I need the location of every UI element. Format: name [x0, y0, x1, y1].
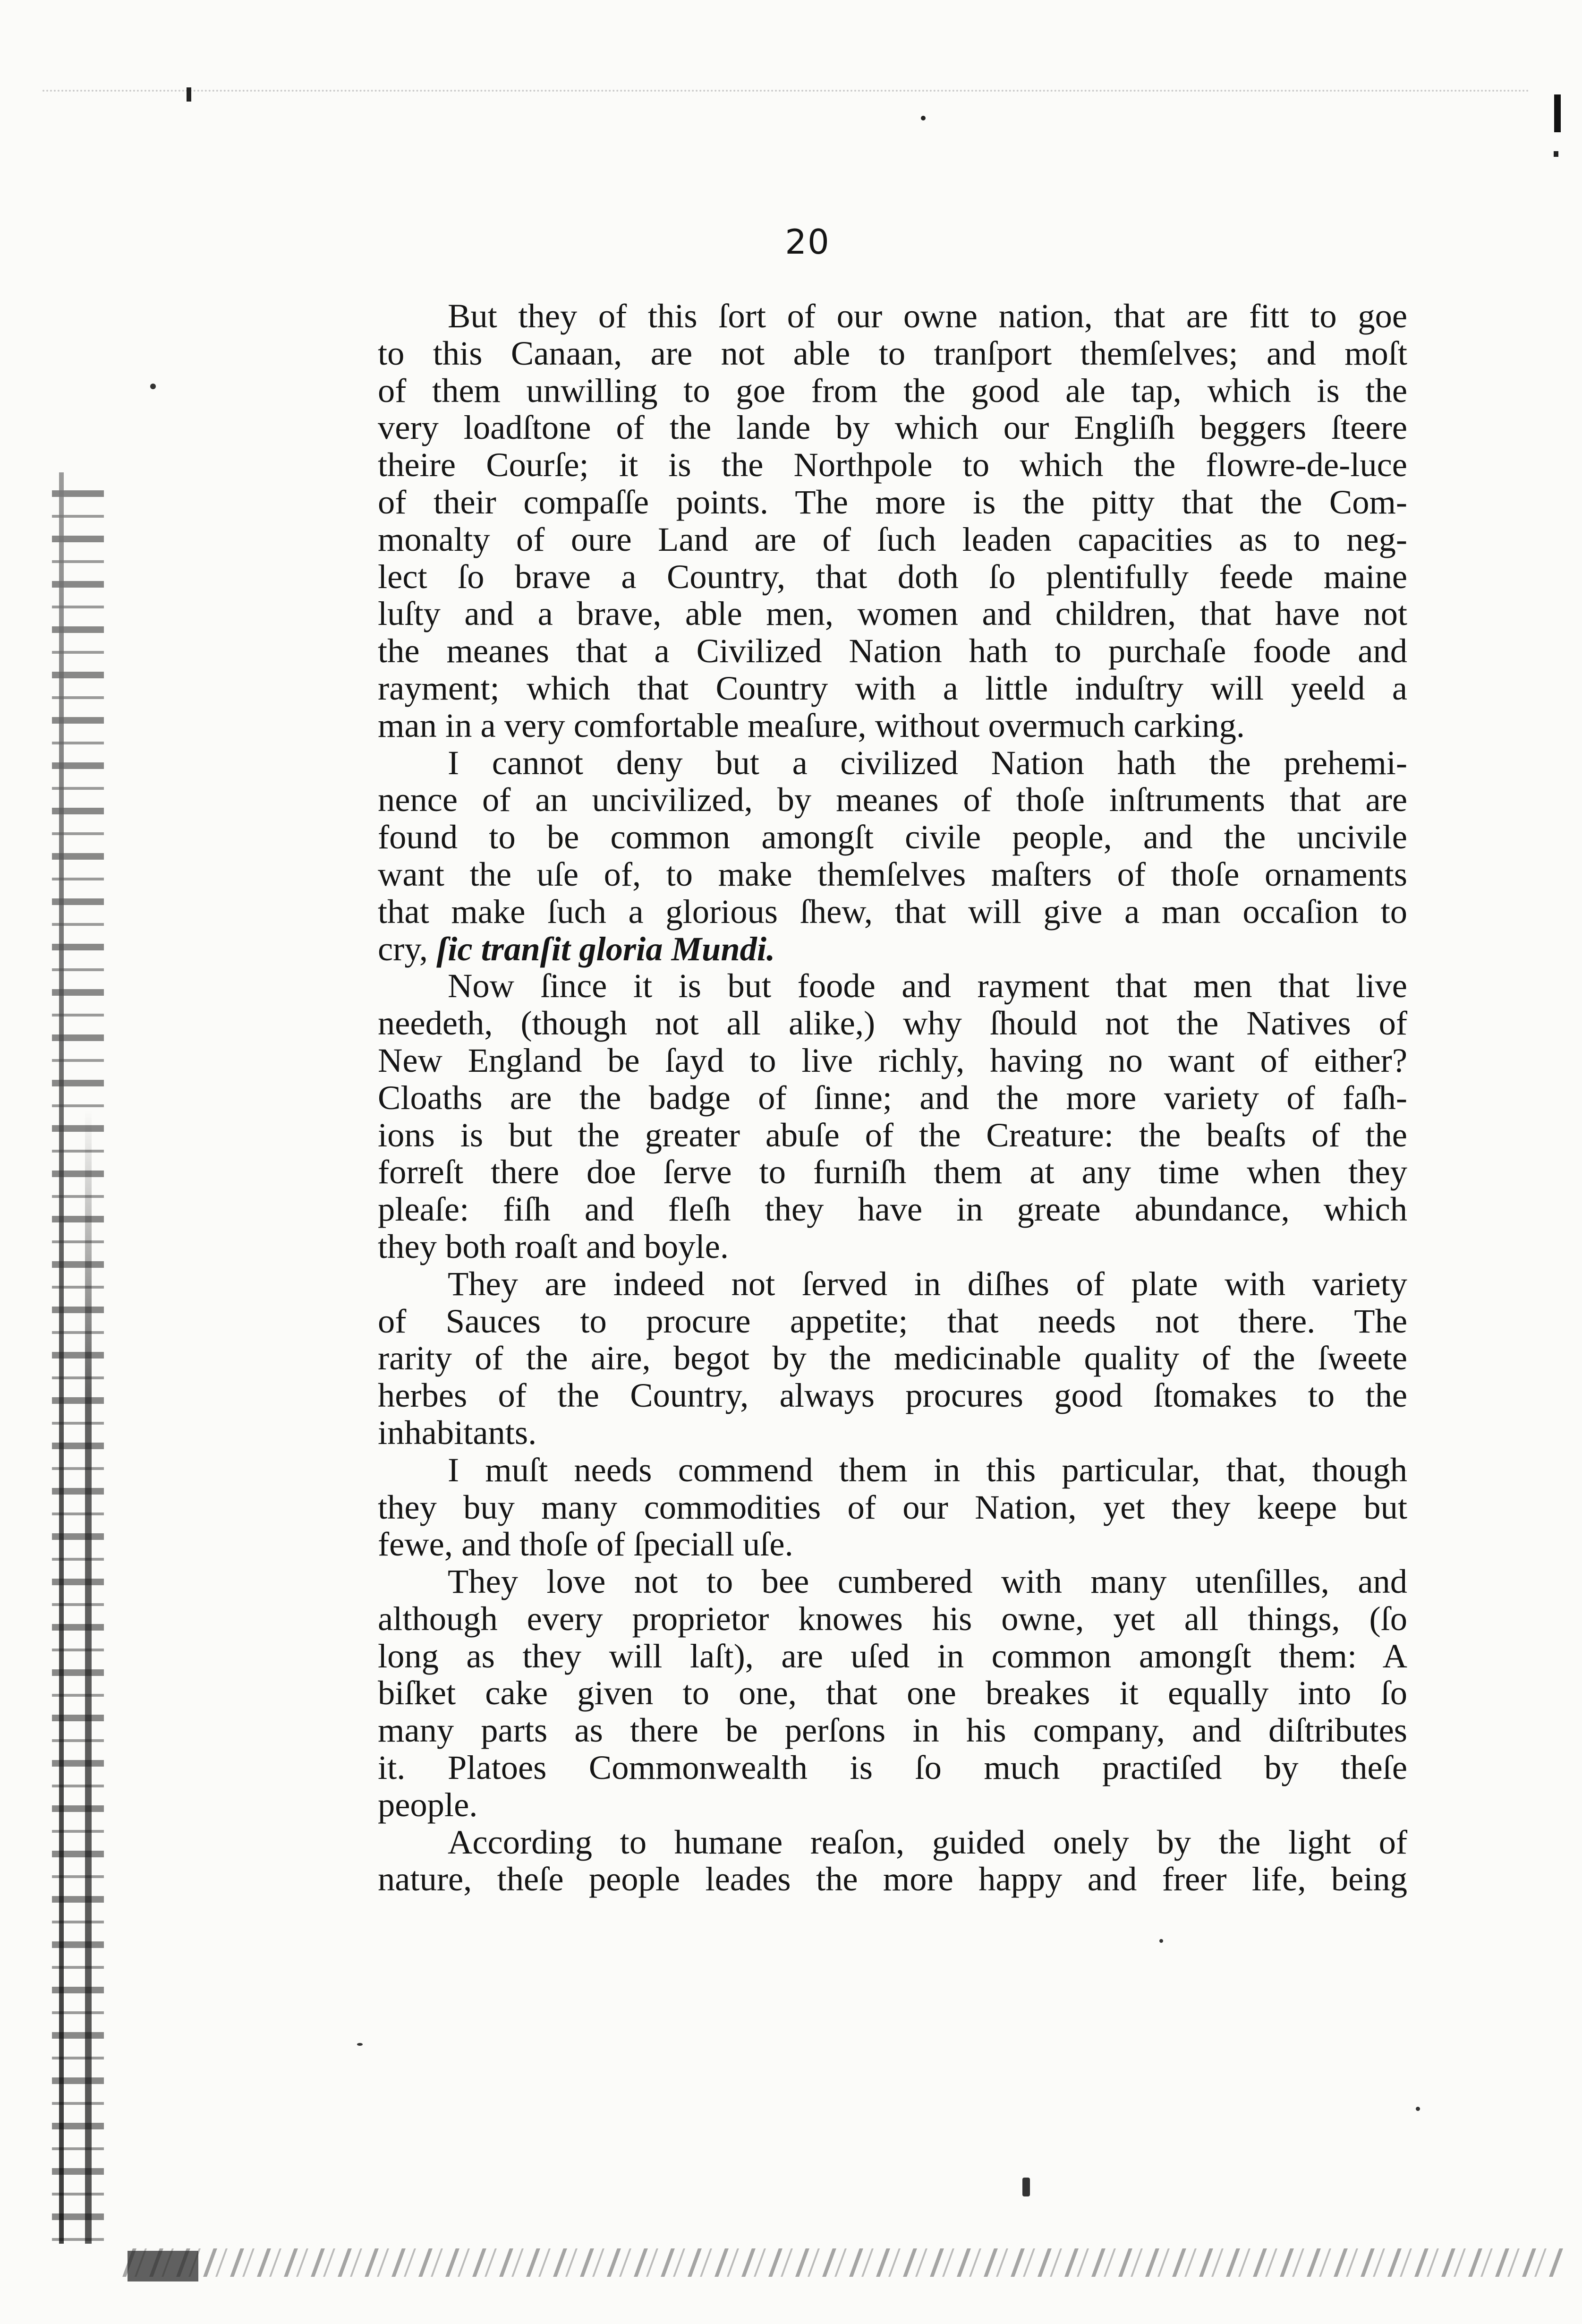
text-line — [378, 967, 1407, 1005]
text-line — [378, 1675, 1407, 1712]
scan-mark — [1554, 151, 1558, 157]
text-line — [378, 1079, 1407, 1117]
text-line-content: lect ſo brave a Country, that doth ſo plentifully feede maine — [378, 557, 1407, 596]
text-line — [378, 1303, 1407, 1340]
text-line-content: the meanes that a Civilized Nation hath to purchaſe foode and — [378, 632, 1407, 670]
text-line-content: to this Canaan, are not able to tranſport themſelves; and moſt — [378, 333, 1407, 372]
text-line — [378, 1153, 1407, 1191]
text-line — [378, 1526, 1407, 1563]
text-line-content: pleaſe: fiſh and fleſh they have in greate abundance, which — [378, 1190, 1407, 1229]
scan-speck — [1416, 2107, 1420, 2111]
text-line — [378, 484, 1407, 521]
text-line — [378, 1861, 1407, 1898]
text-line — [378, 446, 1407, 484]
scan-speck — [1022, 2178, 1030, 2196]
text-line — [378, 1228, 1407, 1265]
text-line-content: inhabitants. — [378, 1413, 537, 1452]
text-line — [378, 744, 1407, 782]
text-line-content: biſket cake given to one, that one breakes it equally into ſo — [378, 1674, 1407, 1712]
scan-noise-bottom — [122, 2248, 1564, 2277]
scan-blot — [128, 2251, 198, 2281]
text-line-content: theire Courſe; it is the Northpole to which the flowre-de-luce — [378, 445, 1407, 484]
page-number: 20 — [785, 222, 830, 262]
scan-speck — [357, 2043, 363, 2046]
text-line-content: long as they will laſt), are uſed in common amongſt them: A — [378, 1636, 1407, 1675]
text-line — [378, 1749, 1407, 1786]
text-line — [378, 670, 1407, 707]
text-line-content: of them unwilling to goe from the good ale tap, which is the — [378, 371, 1407, 410]
text-line — [378, 1340, 1407, 1377]
text-line — [378, 931, 1407, 968]
text-line-content: found to be common amongſt civile people, and the uncivile — [378, 818, 1407, 856]
text-line — [378, 1600, 1407, 1638]
scan-mark — [187, 87, 191, 102]
text-line-content: man in a very comfortable meaſure, without overmuch carking. — [378, 706, 1245, 744]
scan-mark-right — [1554, 94, 1561, 132]
scan-mark — [921, 116, 926, 120]
text-line — [378, 1824, 1407, 1861]
text-line-content: rayment; which that Country with a little induſtry will yeeld a — [378, 668, 1407, 707]
text-line — [378, 1042, 1407, 1079]
text-line-content: needeth, (though not all alike,) why ſhould not the Natives of — [378, 1004, 1407, 1042]
text-line-content: I muſt needs commend them in this particular, that, though — [448, 1450, 1407, 1489]
text-line — [378, 1786, 1407, 1824]
latin-phrase: ſic tranſit gloria Mundi. — [436, 929, 775, 968]
text-line — [378, 558, 1407, 596]
text-line — [378, 781, 1407, 819]
text-line-content: many parts as there be perſons in his company, and diſtributes — [378, 1711, 1407, 1750]
text-line — [378, 1452, 1407, 1489]
text-line-content: they both roaſt and boyle. — [378, 1227, 729, 1265]
text-line-content: although every proprietor knowes his owne, yet all things, (ſo — [378, 1599, 1407, 1638]
text-line — [378, 1191, 1407, 1228]
text-line — [378, 298, 1407, 335]
text-line — [378, 409, 1407, 446]
text-line-content: rarity of the aire, begot by the medicinable quality of the ſweete — [378, 1339, 1407, 1377]
text-line — [378, 372, 1407, 410]
text-line — [378, 335, 1407, 372]
text-line — [378, 1117, 1407, 1154]
text-line — [378, 595, 1407, 632]
text-line-content: monalty of oure Land are of ſuch leaden capacities as to neg- — [378, 520, 1407, 558]
text-line-content: want the uſe of, to make themſelves maſters of thoſe ornaments — [378, 854, 1407, 893]
text-line-content: fewe, and thoſe of ſpeciall uſe. — [378, 1525, 793, 1564]
text-line — [378, 856, 1407, 893]
text-line-content: that make ſuch a glorious ſhew, that will give a man occaſion to — [378, 892, 1407, 931]
text-line — [378, 1414, 1407, 1452]
text-line-content: herbes of the Country, always procures good ſtomakes to the — [378, 1376, 1407, 1415]
text-line — [378, 1712, 1407, 1749]
text-line-content: According to humane reaſon, guided onely by the light of — [448, 1822, 1407, 1861]
binding-edge — [59, 472, 64, 2244]
binding-edge — [85, 1110, 92, 2244]
scan-speck — [150, 384, 156, 389]
text-line — [378, 893, 1407, 931]
text-line-content: nence of an uncivilized, by meanes of thoſe inſtruments that are — [378, 780, 1407, 819]
scan-speck — [1159, 1939, 1163, 1943]
text-line — [378, 1563, 1407, 1600]
text-line-content: forreſt there doe ſerve to furniſh them at any time when they — [378, 1153, 1407, 1191]
text-line-content: Now ſince it is but foode and rayment that men that live — [448, 966, 1407, 1005]
text-line-content: But they of this ſort of our owne nation, that are fitt to goe — [448, 297, 1407, 335]
text-line-content: Cloaths are the badge of ſinne; and the more variety of faſh- — [378, 1078, 1407, 1117]
text-line-content: people. — [378, 1785, 478, 1824]
text-line-content: it. Platoes Commonwealth is ſo much practiſed by theſe — [378, 1748, 1407, 1787]
text-line-content: They love not to bee cumbered with many utenſilles, and — [448, 1562, 1407, 1601]
scan-noise-top — [43, 90, 1530, 111]
text-line — [378, 1638, 1407, 1675]
text-line — [378, 1005, 1407, 1042]
text-line — [378, 707, 1407, 744]
text-line — [378, 1489, 1407, 1526]
text-line-content: luſty and a brave, able men, women and children, that have not — [378, 594, 1407, 633]
text-line — [378, 1377, 1407, 1414]
text-line-content: they buy many commodities of our Nation, yet they keepe but — [378, 1487, 1407, 1526]
text-line-content: very loadſtone of the lande by which our Engliſh beggers ſteere — [378, 408, 1407, 447]
text-line-content: ions is but the greater abuſe of the Creature: the beaſts of the — [378, 1115, 1407, 1154]
text-line-content: New England be ſayd to live richly, having no want of either? — [378, 1041, 1407, 1079]
text-line-content: cry, — [378, 929, 437, 968]
text-line — [378, 1265, 1407, 1303]
text-line-content: of their compaſſe points. The more is the pitty that the Com- — [378, 482, 1407, 521]
text-line-content: I cannot deny but a civilized Nation hath the prehemi- — [448, 743, 1407, 782]
text-line-content: nature, theſe people leades the more happy and freer life, being — [378, 1860, 1407, 1898]
text-line — [378, 521, 1407, 558]
text-line-content: They are indeed not ſerved in diſhes of plate with variety — [448, 1264, 1407, 1303]
text-line-content: of Sauces to procure appetite; that needs not there. The — [378, 1301, 1407, 1340]
text-line — [378, 819, 1407, 856]
body-text — [378, 298, 1407, 1898]
text-line — [378, 632, 1407, 670]
